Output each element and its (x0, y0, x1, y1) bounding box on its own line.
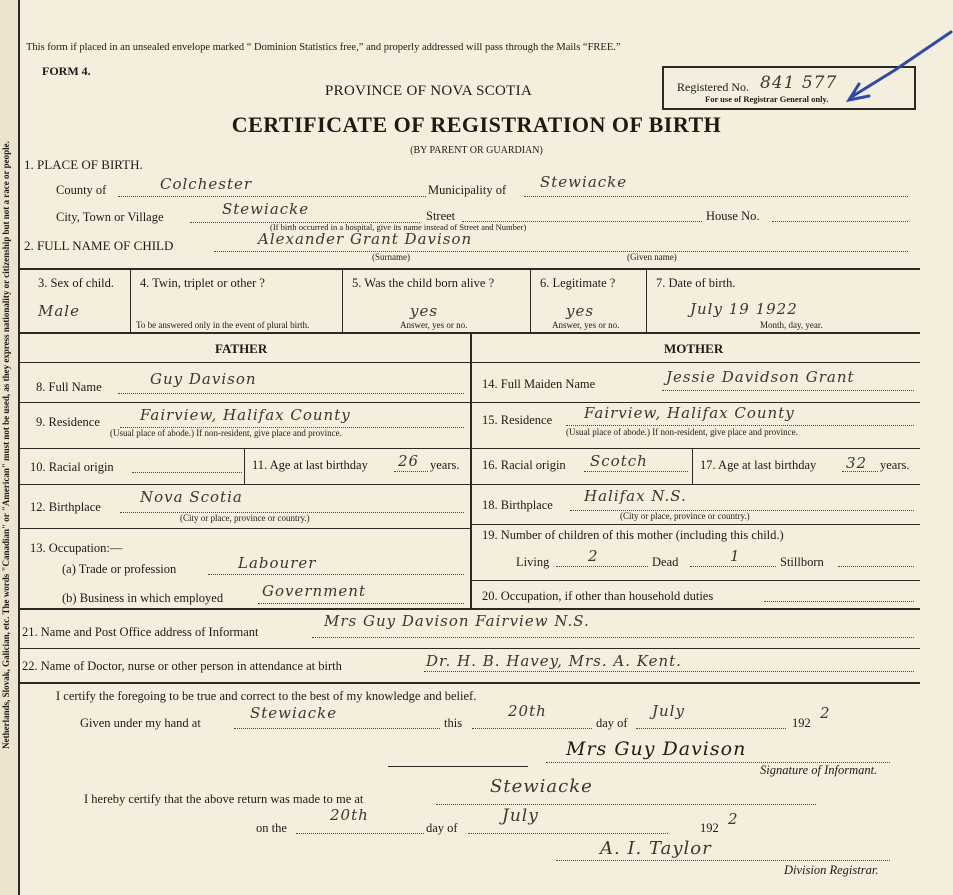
given-name-note: (Given name) (627, 252, 677, 262)
father-age-value: 26 (398, 452, 420, 470)
father-name-label: 8. Full Name (36, 380, 102, 394)
municipality-value: Stewiacke (540, 173, 628, 191)
registrar-statement: I hereby certify that the above return was made to me at (84, 792, 364, 806)
registrar-place: Stewiacke (490, 776, 593, 797)
mother-age-value: 32 (846, 454, 868, 472)
given-under-label: Given under my hand at (80, 716, 201, 730)
given-month: July (652, 702, 685, 720)
business-label: (b) Business in which employed (62, 591, 224, 605)
father-birthplace-label: 12. Birthplace (30, 500, 101, 514)
father-birthplace-value: Nova Scotia (140, 488, 243, 506)
father-residence-value: Fairview, Halifax County (140, 406, 351, 424)
street-label: Street (426, 209, 456, 223)
mother-age-years: years. (880, 458, 910, 472)
municipality-label: Municipality of (428, 183, 507, 197)
given-dayof-label: day of (596, 716, 628, 730)
form-number: FORM 4. (42, 64, 91, 78)
twin-label: 4. Twin, triplet or other ? (140, 276, 265, 290)
legitimate-value: yes (566, 302, 595, 320)
mother-racial-value: Scotch (590, 452, 648, 470)
registrar-signature-caption: Division Registrar. (784, 863, 879, 877)
blue-check-mark (835, 28, 953, 106)
street-note: (If birth occurred in a hospital, give its name instead of Street and Number) (270, 222, 527, 232)
mother-birthplace-label: 18. Birthplace (482, 498, 553, 512)
alive-note: Answer, yes or no. (400, 320, 468, 330)
father-name-value: Guy Davison (150, 370, 257, 388)
registrar-day: 20th (330, 806, 369, 824)
house-label: House No. (706, 209, 760, 223)
sex-label: 3. Sex of child. (38, 276, 115, 290)
mother-residence-value: Fairview, Halifax County (584, 404, 795, 422)
alive-value: yes (410, 302, 439, 320)
child-name-label: 2. FULL NAME OF CHILD (24, 238, 174, 253)
father-age-years: years. (430, 458, 460, 472)
alive-label: 5. Was the child born alive ? (352, 276, 495, 290)
dob-label: 7. Date of birth. (656, 276, 736, 290)
certify-statement: I certify the foregoing to be true and correct to the best of my knowledge and belief. (56, 689, 477, 703)
surname-note: (Surname) (372, 252, 410, 262)
place-of-birth-label: 1. PLACE OF BIRTH. (24, 157, 143, 172)
legitimate-label: 6. Legitimate ? (540, 276, 616, 290)
registrar-year-suffix: 2 (728, 810, 739, 828)
registrar-month: July (502, 806, 539, 826)
dob-value: July 19 1922 (690, 300, 798, 318)
registrar-year-prefix: 192 (700, 821, 719, 835)
registrar-dayof-label: day of (426, 821, 458, 835)
father-residence-note: (Usual place of abode.) If non-resident, give place and province. (110, 428, 342, 438)
registered-number: 841 577 (760, 73, 838, 93)
dead-label: Dead (652, 555, 679, 569)
county-label: County of (56, 183, 107, 197)
county-value: Colchester (160, 175, 253, 193)
mother-birthplace-note: (City or place, province or country.) (620, 511, 750, 521)
trade-label: (a) Trade or profession (62, 562, 177, 576)
registrar-signature: A. I. Taylor (600, 838, 712, 859)
occupation-label: 13. Occupation:— (30, 541, 123, 555)
side-text: Netherlands, Slovak, Galician, etc. The words "Canadian" or "American" must not be used, as they express nationality or citizenship but not a race or people. (1, 141, 11, 749)
informant-label: 21. Name and Post Office address of Informant (22, 625, 259, 639)
informant-value: Mrs Guy Davison Fairview N.S. (324, 612, 590, 630)
given-day: 20th (508, 702, 547, 720)
certificate-title: CERTIFICATE OF REGISTRATION OF BIRTH (231, 112, 722, 137)
registered-note: For use of Registrar General only. (705, 94, 829, 104)
this-label: this (444, 716, 463, 730)
given-year-suffix: 2 (820, 704, 831, 722)
mother-name-value: Jessie Davidson Grant (666, 368, 855, 386)
dob-note: Month, day, year. (760, 320, 823, 330)
sex-value: Male (38, 302, 80, 320)
mother-heading: MOTHER (664, 341, 724, 356)
father-heading: FATHER (215, 341, 268, 356)
child-name-value: Alexander Grant Davison (258, 230, 473, 248)
mother-name-label: 14. Full Maiden Name (482, 377, 596, 391)
twin-note: To be answered only in the event of plural birth. (136, 320, 310, 330)
father-racial-label: 10. Racial origin (30, 460, 114, 474)
given-place: Stewiacke (250, 704, 338, 722)
father-birthplace-note: (City or place, province or country.) (180, 513, 310, 523)
mother-residence-label: 15. Residence (482, 413, 553, 427)
living-label: Living (516, 555, 550, 569)
informant-signature: Mrs Guy Davison (566, 738, 747, 760)
mother-residence-note: (Usual place of abode.) If non-resident, give place and province. (566, 427, 798, 437)
legitimate-note: Answer, yes or no. (552, 320, 620, 330)
living-value: 2 (588, 547, 599, 565)
attendant-label: 22. Name of Doctor, nurse or other person in attendance at birth (22, 659, 342, 673)
mother-age-label: 17. Age at last birthday (700, 458, 817, 472)
dead-value: 1 (730, 547, 741, 565)
city-value: Stewiacke (222, 200, 310, 218)
city-label: City, Town or Village (56, 210, 164, 224)
trade-value: Labourer (238, 554, 317, 572)
informant-signature-caption: Signature of Informant. (760, 763, 878, 777)
father-residence-label: 9. Residence (36, 415, 100, 429)
children-count-label: 19. Number of children of this mother (including this child.) (482, 528, 784, 542)
registered-label: Registered No. (677, 80, 749, 94)
mother-occupation-label: 20. Occupation, if other than household duties (482, 589, 714, 603)
given-year-prefix: 192 (792, 716, 811, 730)
attendant-value: Dr. H. B. Havey, Mrs. A. Kent. (426, 652, 682, 670)
on-the-label: on the (256, 821, 287, 835)
mail-notice: This form if placed in an unsealed envelope marked “ Dominion Statistics free,” and properly addressed will pass through the Mails “FREE.” (26, 42, 621, 53)
mother-birthplace-value: Halifax N.S. (584, 487, 687, 505)
business-value: Government (262, 582, 366, 600)
mother-racial-label: 16. Racial origin (482, 458, 566, 472)
province-heading: PROVINCE OF NOVA SCOTIA (325, 83, 533, 99)
father-age-label: 11. Age at last birthday (252, 458, 368, 472)
stillborn-label: Stillborn (780, 555, 824, 569)
certificate-subtitle: (BY PARENT OR GUARDIAN) (410, 145, 543, 156)
